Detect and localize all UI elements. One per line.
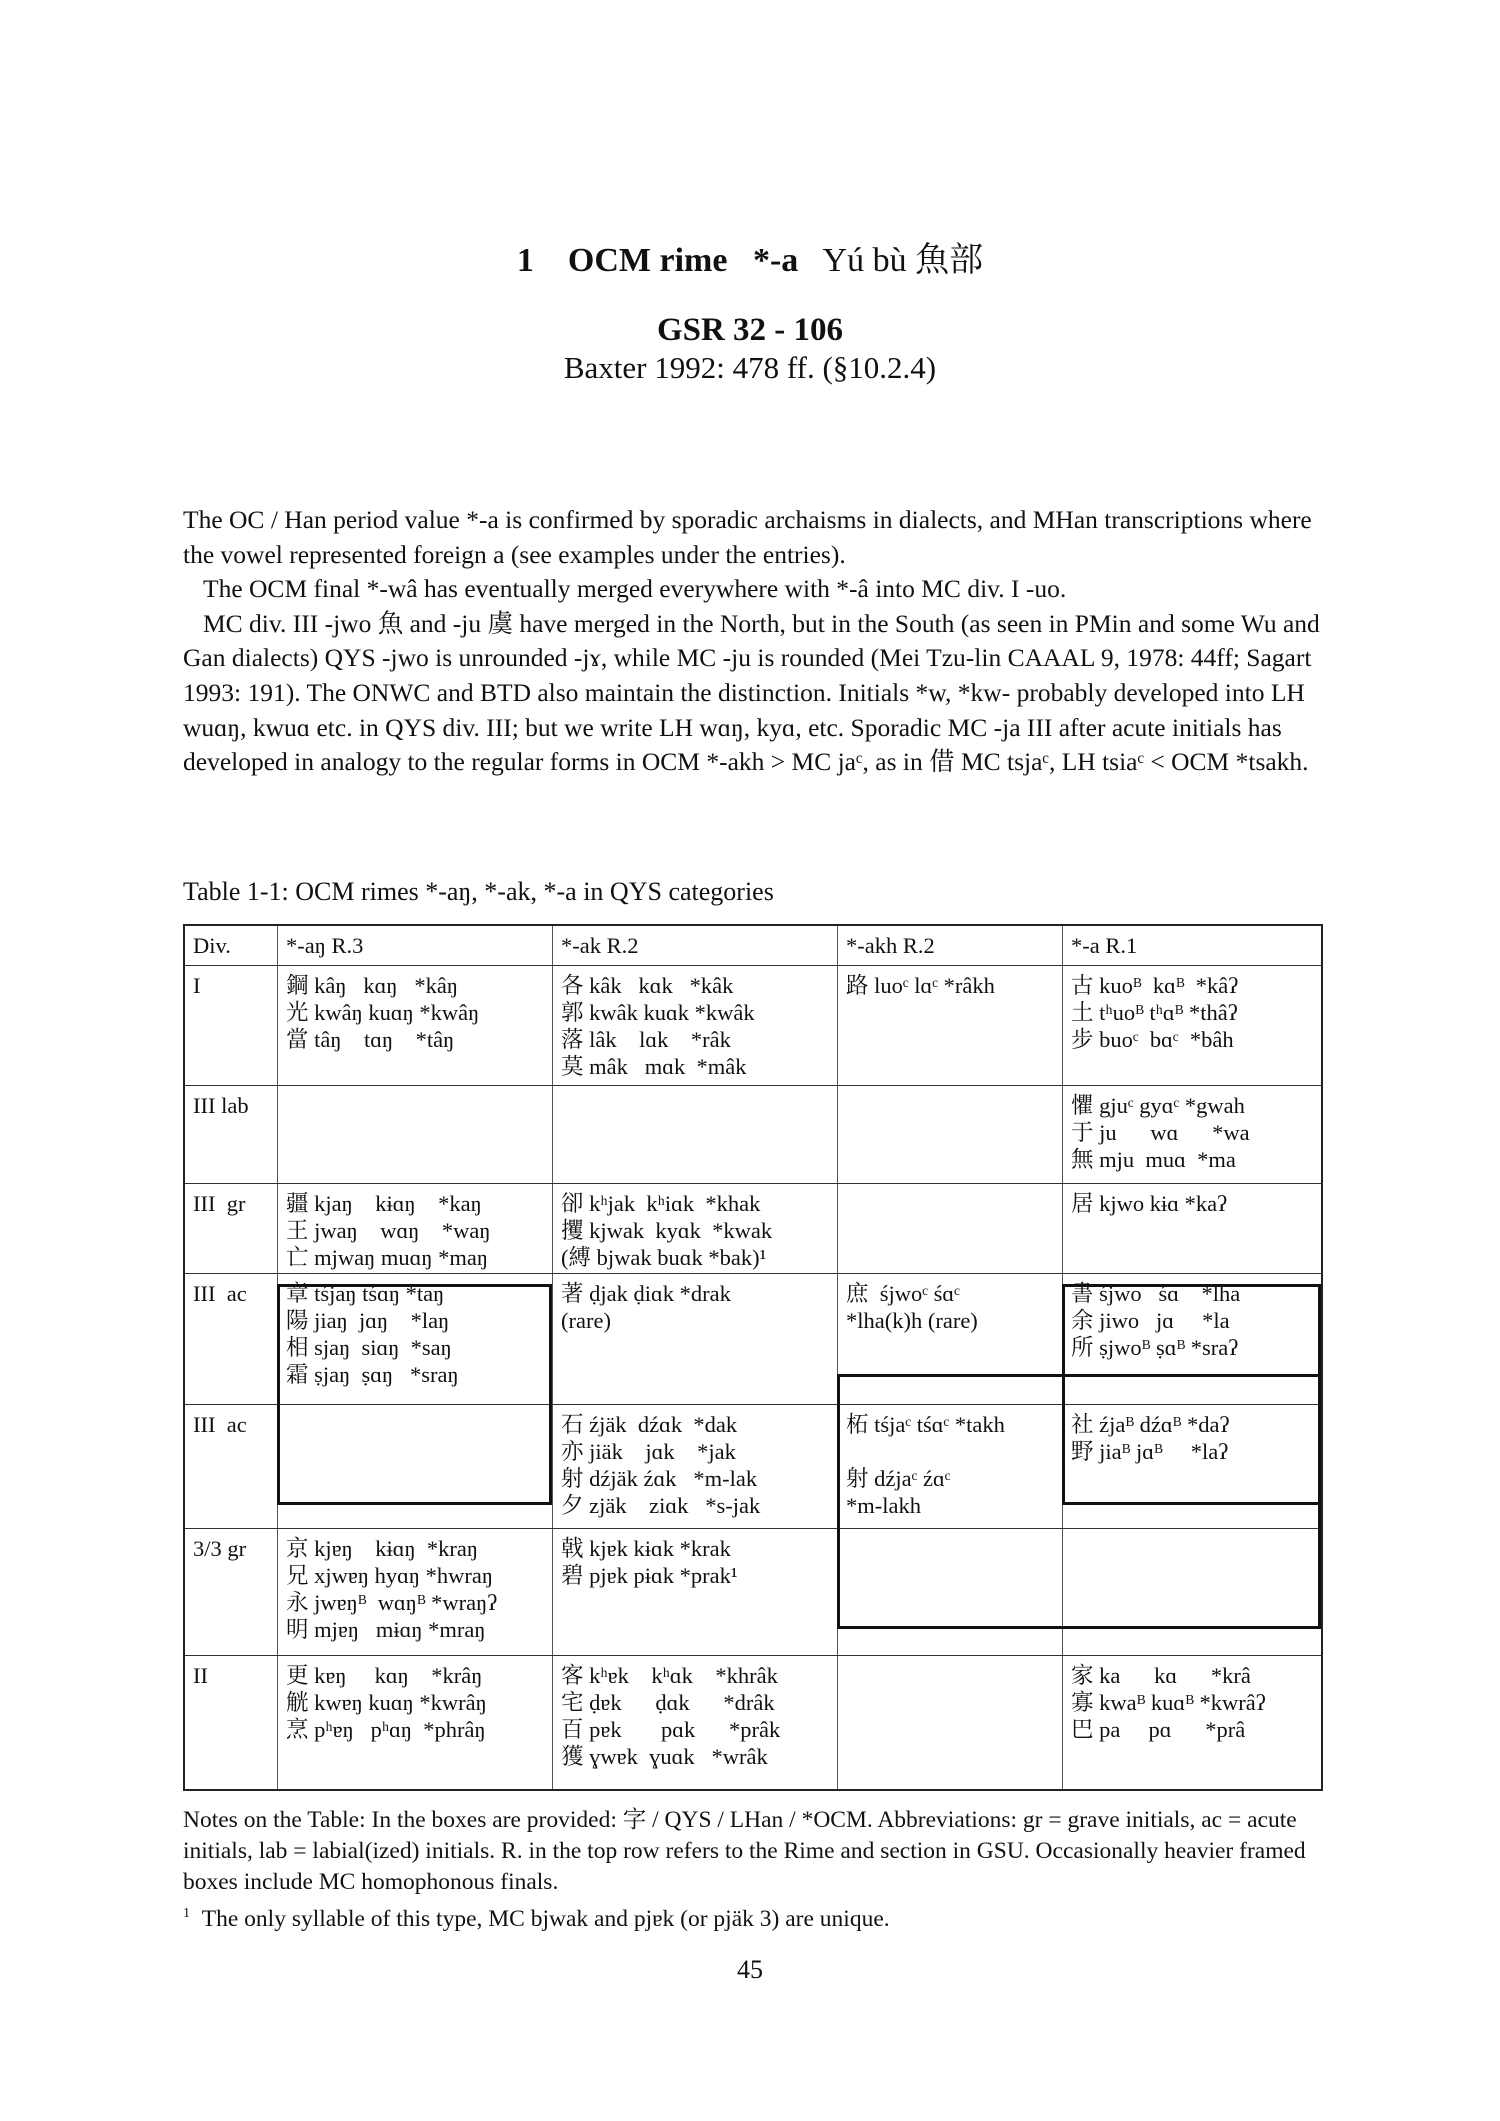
entry-line: 古 kuoᴮ kɑᴮ *kâʔ (1071, 973, 1239, 998)
table-row (185, 1405, 1321, 1529)
entry-line: 鋼 kâŋ kɑŋ *kâŋ (286, 973, 459, 998)
entry-line: 野 jiaᴮ jɑᴮ *laʔ (1071, 1439, 1229, 1464)
intro-text (183, 503, 1333, 780)
entry-cell (277, 1086, 552, 1183)
entry-line: 家 ka kɑ *krâ (1071, 1663, 1251, 1688)
table-row (185, 1656, 1321, 1789)
entry-line: 卻 kʰjak kʰiɑk *khak (561, 1191, 761, 1216)
entry-line: 陽 jiaŋ jɑŋ *laŋ (286, 1308, 450, 1333)
entry-cell (552, 1656, 837, 1789)
entry-line: 百 pɐk pɑk *prâk (561, 1717, 781, 1742)
entry-line: 戟 kjɐk kɨɑk *krak (561, 1536, 731, 1561)
rime-chinese-name: Yú bù 魚部 (822, 242, 984, 279)
table-header-cell: Div. (193, 933, 231, 958)
entry-cell (1062, 1405, 1321, 1528)
entry-line: 落 lâk lɑk *râk (561, 1027, 731, 1052)
table-header-cell: *-a R.1 (1062, 926, 1321, 965)
entry-cell (837, 1405, 1062, 1528)
entry-line: (縛 bjwak buɑk *bak)¹ (561, 1245, 767, 1270)
entry-cell (277, 1405, 552, 1528)
notes-text: Notes on the Table: In the boxes are provided: 字 / QYS / LHan / *OCM. Abbreviations: gr = grave initials, ac = acute initials, lab = labial(ized) initials. R. in the top row refers to the Rime and section in GSU. Occasionally heavier framed boxes include MC homophonous finals. (183, 1807, 1306, 1895)
entry-line: 射 dźjäk źɑk *m-lak (561, 1466, 758, 1491)
div-cell: III lab (193, 1093, 249, 1118)
entry-line: 射 dźjaᶜ źɑᶜ (846, 1466, 951, 1491)
entry-line: 亡 mjwaŋ muɑŋ *maŋ (286, 1245, 489, 1270)
intro-paragraph: The OC / Han period value *-a is confirmed by sporadic archaisms in dialects, and MHan transcriptions where the vowel represented foreign a (see examples under the entries). (183, 505, 1312, 569)
entry-cell (552, 1529, 837, 1655)
table-notes (183, 1805, 1323, 1935)
entry-line: *m-lakh (846, 1493, 921, 1518)
entry-cell (837, 1529, 1062, 1655)
entry-cell (837, 1086, 1062, 1183)
entry-line: 莫 mâk mɑk *mâk (561, 1054, 747, 1079)
div-cell: III ac (193, 1281, 247, 1306)
rime-label: OCM rime (567, 242, 728, 279)
entry-cell (552, 1184, 837, 1273)
entry-cell (277, 1184, 552, 1273)
entry-cell (1062, 1529, 1321, 1655)
div-cell: I (193, 973, 201, 998)
entry-line: 宅 ḍɐk ḍɑk *drâk (561, 1690, 775, 1715)
section-heading (0, 232, 1500, 281)
section-number: 1 (516, 242, 534, 279)
entry-cell (552, 1405, 837, 1528)
entry-line (846, 1438, 1062, 1465)
entry-line: 于 ju wɑ *wa (1071, 1120, 1250, 1145)
entry-line: 余 jiwo jɑ *la (1071, 1308, 1230, 1333)
entry-cell (552, 966, 837, 1085)
entry-line: 夕 zjäk ziɑk *s-jak (561, 1493, 761, 1518)
table-header-cell: *-aŋ R.3 (277, 926, 552, 965)
entry-line: 相 sjaŋ siɑŋ *saŋ (286, 1335, 452, 1360)
entry-line: 當 tâŋ tɑŋ *tâŋ (286, 1027, 455, 1052)
table-row (185, 1529, 1321, 1656)
entry-line: 亦 jiäk jɑk *jak (561, 1439, 736, 1464)
entry-line: 霜 ṣjaŋ ṣɑŋ *sraŋ (286, 1362, 459, 1387)
entry-line: 社 źjaᴮ dźɑᴮ *daʔ (1071, 1412, 1230, 1437)
entry-line: 碧 pjɐk pɨɑk *prak¹ (561, 1563, 738, 1588)
entry-line: 寡 kwaᴮ kuɑᴮ *kwrâʔ (1071, 1690, 1266, 1715)
div-cell: II (193, 1663, 208, 1688)
entry-line: 庶 śjwoᶜ śɑᶜ (846, 1281, 960, 1306)
table-row (185, 1086, 1321, 1184)
entry-line: 各 kâk kɑk *kâk (561, 973, 734, 998)
entry-line: 觥 kwɐŋ kuɑŋ *kwrâŋ (286, 1690, 487, 1715)
footnote-text: The only syllable of this type, MC bjwak and pjɐk (or pjäk 3) are unique. (201, 1905, 890, 1932)
div-cell: III gr (193, 1191, 246, 1216)
entry-line: 攫 kjwak kyɑk *kwak (561, 1218, 773, 1243)
entry-cell (277, 966, 552, 1085)
rime-value: *-a (752, 242, 799, 279)
entry-cell (552, 1086, 837, 1183)
table-row (185, 1184, 1321, 1274)
entry-line: (rare) (561, 1308, 611, 1333)
entry-line: *lha(k)h (rare) (846, 1308, 978, 1333)
entry-line: 巴 pa pɑ *prâ (1071, 1717, 1246, 1742)
div-cell: 3/3 gr (193, 1536, 247, 1561)
entry-cell (552, 1274, 837, 1404)
entry-line: 更 kɐŋ kɑŋ *krâŋ (286, 1663, 483, 1688)
entry-line: 京 kjɐŋ kɨɑŋ *kraŋ (286, 1536, 478, 1561)
table-header-cell: *-akh R.2 (837, 926, 1062, 965)
entry-line: 懼 gjuᶜ gyɑᶜ *gwah (1071, 1093, 1245, 1118)
entry-cell (837, 966, 1062, 1085)
entry-line: 光 kwâŋ kuɑŋ *kwâŋ (286, 1000, 480, 1025)
entry-line: 石 źjäk dźɑk *dak (561, 1412, 738, 1437)
table-header-cell: *-ak R.2 (552, 926, 837, 965)
entry-line: 烹 pʰɐŋ pʰɑŋ *phrâŋ (286, 1717, 486, 1742)
entry-line: 明 mjɐŋ mɨɑŋ *mraŋ (286, 1617, 486, 1642)
entry-cell (837, 1184, 1062, 1273)
entry-cell (1062, 966, 1321, 1085)
entry-line: 居 kjwo kɨɑ *kaʔ (1071, 1191, 1228, 1216)
footnote-mark: 1 (183, 1906, 190, 1921)
entry-line: 客 kʰɐk kʰɑk *khrâk (561, 1663, 778, 1688)
entry-line: 獲 ɣwɐk ɣuɑk *wrâk (561, 1744, 768, 1769)
entry-cell (837, 1274, 1062, 1404)
entry-line: 疆 kjaŋ kɨɑŋ *kaŋ (286, 1191, 482, 1216)
table-header-row (185, 926, 1321, 966)
entry-cell (277, 1529, 552, 1655)
entry-cell (1062, 1086, 1321, 1183)
gsr-reference: GSR 32 - 106 (656, 312, 844, 348)
entry-line: 著 ḍjak ḍiɑk *drak (561, 1281, 731, 1306)
entry-cell (1062, 1656, 1321, 1789)
div-cell: III ac (193, 1412, 247, 1437)
entry-line: 王 jwaŋ wɑŋ *waŋ (286, 1218, 491, 1243)
entry-line: 所 ṣjwoᴮ ṣɑᴮ *sraʔ (1071, 1335, 1239, 1360)
entry-line: 兄 xjwɐŋ hyɑŋ *hwraŋ (286, 1563, 493, 1588)
entry-line: 柘 tśjaᶜ tśɑᶜ *takh (846, 1412, 1005, 1437)
entry-cell (1062, 1184, 1321, 1273)
entry-cell (277, 1274, 552, 1404)
entry-cell (277, 1656, 552, 1789)
entry-line: 無 mju muɑ *ma (1071, 1147, 1236, 1172)
table-caption: Table 1-1: OCM rimes *-aŋ, *-ak, *-a in QYS categories (183, 877, 774, 906)
entry-line: 土 tʰuoᴮ tʰɑᴮ *thâʔ (1071, 1000, 1238, 1025)
entry-line: 章 tśjaŋ tśɑŋ *taŋ (286, 1281, 445, 1306)
entry-line: 步 buoᶜ bɑᶜ *bâh (1071, 1027, 1234, 1052)
rime-table (183, 924, 1323, 1791)
entry-line: 書 śjwo śɑ *lha (1071, 1281, 1241, 1306)
table-row (185, 1274, 1321, 1405)
entry-line: 郭 kwâk kuɑk *kwâk (561, 1000, 755, 1025)
entry-cell (837, 1656, 1062, 1789)
entry-line: 永 jwɐŋᴮ wɑŋᴮ *wraŋʔ (286, 1590, 498, 1615)
intro-paragraph: The OCM final *-wâ has eventually merged everywhere with *-â into MC div. I -uo. (203, 574, 1067, 604)
entry-cell (1062, 1274, 1321, 1404)
entry-line: 路 luoᶜ lɑᶜ *râkh (846, 973, 995, 998)
page-number: 45 (737, 1955, 763, 1984)
intro-paragraph: MC div. III -jwo 魚 and -ju 虞 have merged in the North, but in the South (as seen in PMin and some Wu and Gan dialects) QYS -jwo is unrounded -jɤ, while MC -ju is rounded (Mei Tzu-lin CAAAL 9, 1978: 44ff; Sagart 1993: 191). The ONWC and BTD also maintain the distinction. Initials *w, *kw- probably developed into LH wuɑŋ, kwuɑ etc. in QYS div. III; but we write LH wɑŋ, kyɑ, etc. Sporadic MC -ja III after acute initials has developed in analogy to the regular forms in OCM *-akh > MC jaᶜ, as in 借 MC tsjaᶜ, LH tsiaᶜ < OCM *tsakh. (183, 608, 1320, 777)
table-row (185, 966, 1321, 1086)
baxter-reference: Baxter 1992: 478 ff. (§10.2.4) (563, 350, 937, 385)
